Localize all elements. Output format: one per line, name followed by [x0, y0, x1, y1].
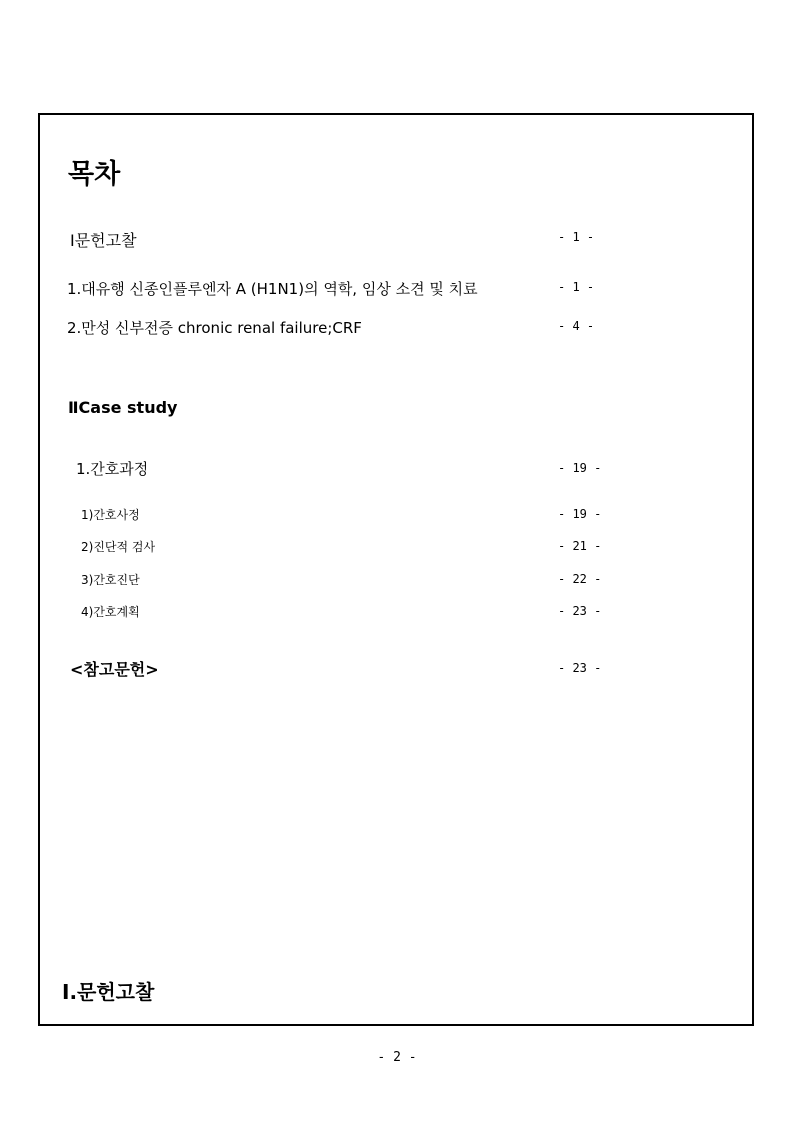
- toc-item-crf: 2.만성 신부전증 chronic renal failure;CRF: [67, 319, 362, 337]
- toc-section-1-label: Ⅰ문헌고찰: [70, 231, 137, 250]
- next-section-heading: Ⅰ.문헌고찰: [62, 980, 155, 1004]
- toc-subitem-diagnostic-tests: 2)진단적 검사: [81, 540, 156, 554]
- toc-item-h1n1-page: - 1 -: [558, 280, 595, 294]
- toc-frame: [38, 113, 754, 1026]
- toc-section-2-label: ⅡCase study: [68, 398, 178, 417]
- toc-subitem-diagnostic-tests-page: - 21 -: [558, 539, 602, 553]
- page-number: - 2 -: [377, 1050, 417, 1065]
- toc-title: 목차: [68, 159, 121, 190]
- toc-subitem-nursing-plan: 4)간호계획: [81, 605, 140, 619]
- toc-section-1-page: - 1 -: [558, 230, 595, 244]
- toc-subitem-assessment-page: - 19 -: [558, 507, 602, 521]
- toc-item-h1n1: 1.대유행 신종인플루엔자 A (H1N1)의 역학, 임상 소견 및 치료: [67, 280, 478, 298]
- toc-subitem-assessment: 1)간호사정: [81, 508, 140, 522]
- toc-subitem-nursing-diagnosis: 3)간호진단: [81, 573, 140, 587]
- toc-subitem-nursing-diagnosis-page: - 22 -: [558, 572, 602, 586]
- toc-item-nursing-process-page: - 19 -: [558, 461, 602, 475]
- toc-subitem-nursing-plan-page: - 23 -: [558, 604, 602, 618]
- toc-item-nursing-process: 1.간호과정: [76, 460, 149, 478]
- toc-references-page: - 23 -: [558, 661, 602, 675]
- toc-item-crf-page: - 4 -: [558, 319, 595, 333]
- toc-references-label: <참고문헌>: [70, 660, 159, 679]
